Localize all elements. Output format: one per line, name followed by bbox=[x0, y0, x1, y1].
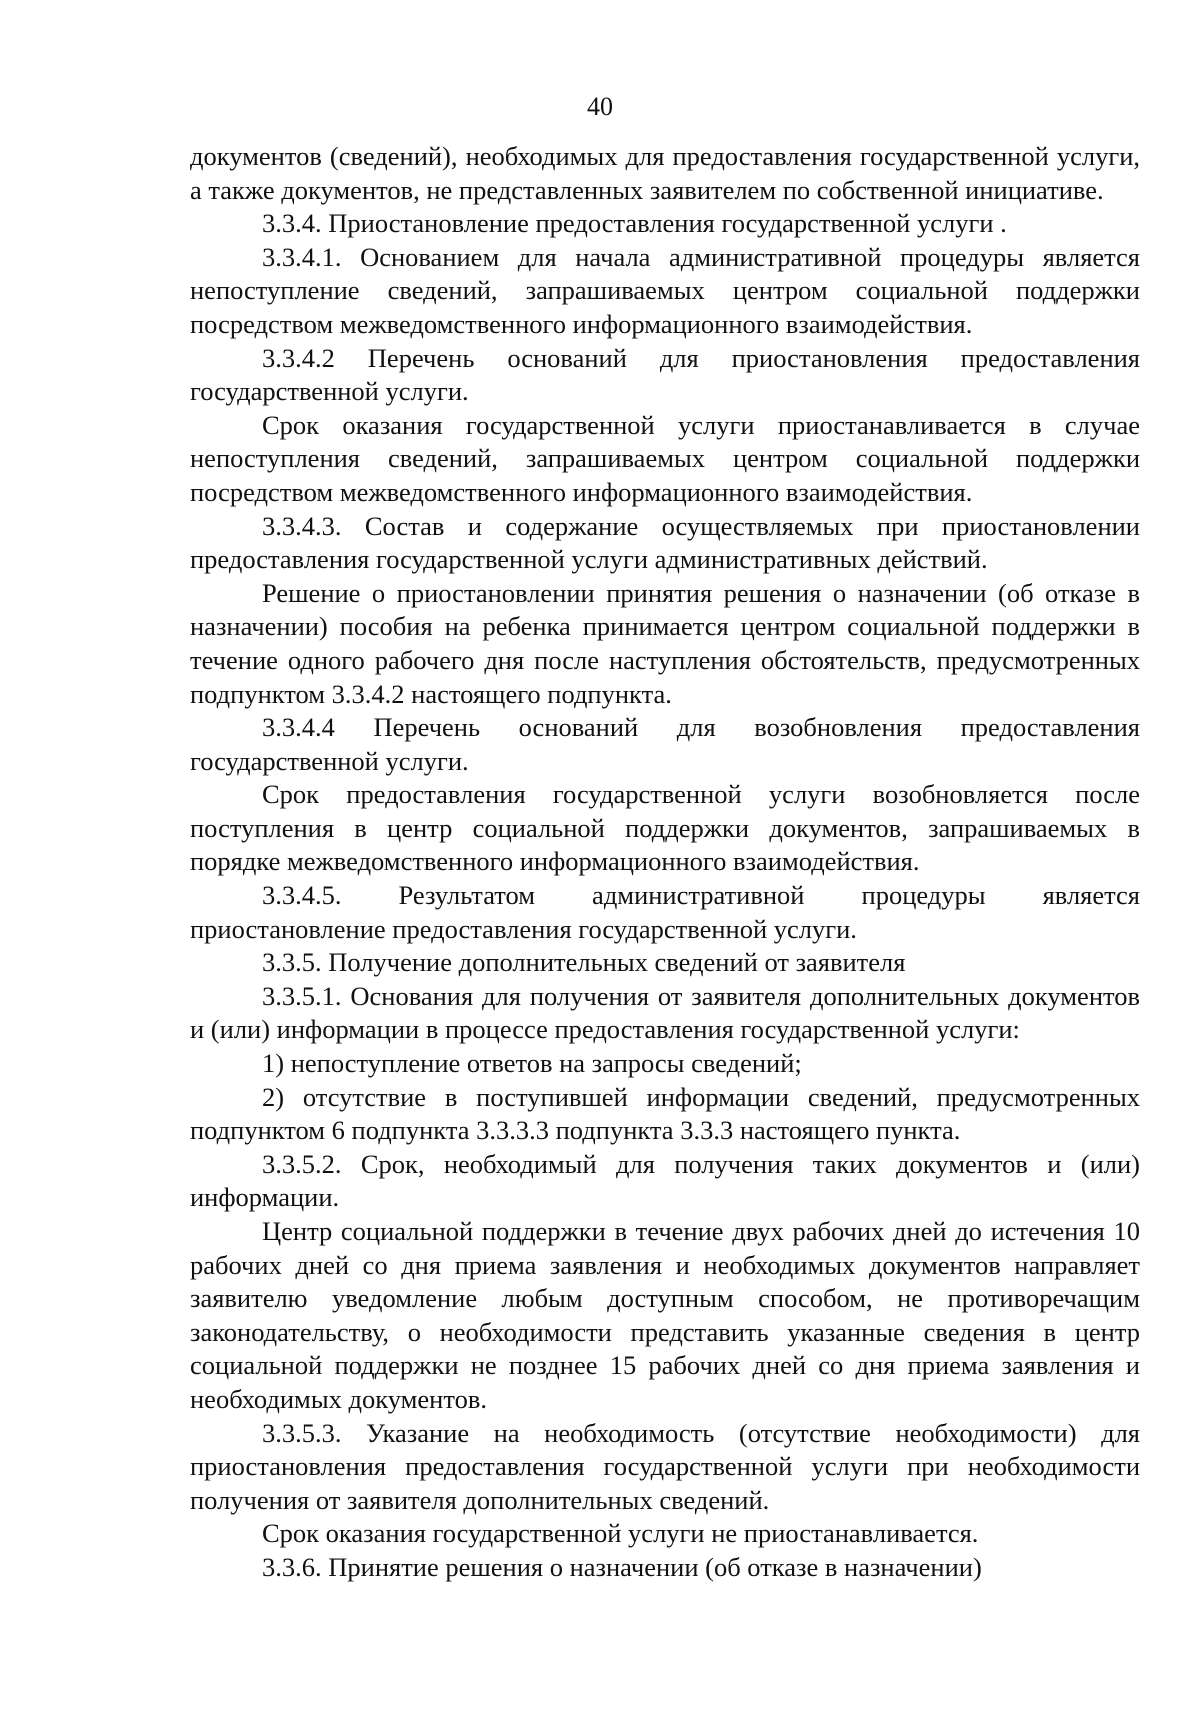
document-body bbox=[190, 140, 1140, 1585]
paragraph: 3.3.5.3. Указание на необходимость (отсутствие необходимости) для приостановления предоставления государственной услуги при необходимости получения от заявителя дополнительных сведений. bbox=[190, 1417, 1140, 1515]
paragraph: Срок предоставления государственной услуги возобновляется после поступления в центр социальной поддержки документов, запрашиваемых в порядке межведомственного информационного взаимодействия. bbox=[190, 779, 1140, 877]
paragraph: документов (сведений), необходимых для предоставления государственной услуги, а также документов, не представленных заявителем по собственной инициативе. bbox=[190, 141, 1140, 205]
section-heading: 3.3.5. Получение дополнительных сведений от заявителя bbox=[262, 947, 906, 978]
paragraph: 3.3.4.5. Результатом административной процедуры является приостановление предоставления государственной услуги. bbox=[190, 880, 1140, 944]
paragraph: 3.3.5.2. Срок, необходимый для получения таких документов и (или) информации. bbox=[190, 1148, 1140, 1213]
paragraph: Срок оказания государственной услуги приостанавливается в случае непоступления сведений, запрашиваемых центром социальной поддержки посредством межведомственного информационного взаимодействия. bbox=[190, 409, 1140, 507]
paragraph: Срок оказания государственной услуги не приостанавливается. bbox=[262, 1518, 979, 1549]
paragraph: Центр социальной поддержки в течение двух рабочих дней до истечения 10 рабочих дней со дня приема заявления и необходимых документов направляет заявителю уведомление любым доступным способом, не противоречащим законодательству, о необходимости представить указанные сведения в центр социальной поддержки не позднее 15 рабочих дней со дня приема заявления и необходимых документов. bbox=[190, 1216, 1140, 1414]
page-number: 40 bbox=[587, 92, 613, 121]
section-heading: 3.3.4. Приостановление предоставления государственной услуги . bbox=[262, 208, 1007, 239]
paragraph: Решение о приостановлении принятия решения о назначении (об отказе в назначении) пособия на ребенка принимается центром социальной поддержки в течение одного рабочего дня после наступления обстоятельств, предусмотренных подпунктом 3.3.4.2 настоящего подпункта. bbox=[190, 577, 1140, 709]
list-item: 1) непоступление ответов на запросы сведений; bbox=[262, 1048, 802, 1079]
paragraph: 3.3.4.1. Основанием для начала административной процедуры является непоступление сведений, запрашиваемых центром социальной поддержки посредством межведомственного информационного взаимодействия. bbox=[190, 241, 1140, 339]
paragraph: 3.3.4.2 Перечень оснований для приостановления предоставления государственной услуги. bbox=[190, 342, 1140, 407]
paragraph: 3.3.5.1. Основания для получения от заявителя дополнительных документов и (или) информации в процессе предоставления государственной услуги: bbox=[190, 980, 1140, 1045]
list-item: 2) отсутствие в поступившей информации сведений, предусмотренных подпунктом 6 подпункта 3.3.3.3 подпункта 3.3.3 настоящего пункта. bbox=[190, 1081, 1140, 1146]
paragraph: 3.3.4.4 Перечень оснований для возобновления предоставления государственной услуги. bbox=[190, 712, 1140, 776]
paragraph: 3.3.4.3. Состав и содержание осуществляемых при приостановлении предоставления государственной услуги административных действий. bbox=[190, 510, 1140, 575]
paragraph: 3.3.6. Принятие решения о назначении (об отказе в назначении) bbox=[262, 1551, 982, 1582]
